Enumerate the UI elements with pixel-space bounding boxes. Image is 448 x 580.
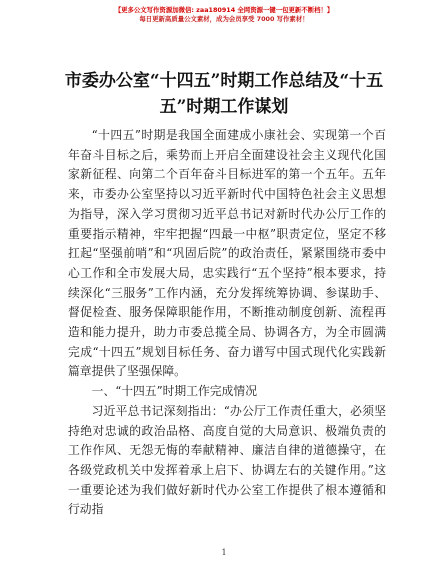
promo-banner-line1: 【更多公文写作资源加微信: zaa180914 全网资源一键一包更新不断档！】 xyxy=(114,6,334,14)
section-heading: 一、“十四五”时期工作完成情况 xyxy=(91,384,258,399)
promo-banner-line2: 每日更新高质量公文素材，成为会员享受 7000 写作素材！ xyxy=(139,15,309,23)
document-body xyxy=(68,126,386,520)
section-paragraph: 习近平总书记深刻指出：“办公厅工作责任重大，必须坚持绝对忠诚的政治品格、高度自觉的大局意识、极端负责的工作作风、无怨无悔的奉献精神、廉洁自律的道德操守，在各级党政机关中发挥着承上启下、协调左右的关键作用。”这一重要论述为我们做好新时代办公室工作提供了根本遵循和行动指 xyxy=(68,403,386,517)
promo-banner xyxy=(0,6,448,24)
document-title: 市委办公室“十四五”时期工作总结及“十五五”时期工作谋划 xyxy=(64,71,384,117)
intro-paragraph: “十四五”时期是我国全面建成小康社会、实现第一个百年奋斗目标之后，乘势而上开启全面建设社会主义现代化国家新征程、向第二个百年奋斗目标进军的第一个五年。五年来，市委办公室坚持以习近平新时代中国特色社会主义思想为指导，深入学习贯彻习近平总书记对新时代办公厅工作的重要指示精神，牢牢把握“四最一中枢”职责定位，坚定不移扛起“坚强前哨”和“巩固后院”的政治责任，紧紧围绕市委中心工作和全市发展大局，忠实践行“五个坚持”根本要求，持续深化“三服务”工作内涵，充分发挥统筹协调、参谋助手、督促检查、服务保障职能作用，不断推动制度创新、流程再造和能力提升，助力市委总揽全局、协调各方，为全市圆满完成“十四五”规划目标任务、奋力谱写中国式现代化实践新篇章提供了坚强保障。 xyxy=(68,128,386,379)
page-number: 1 xyxy=(221,548,227,557)
